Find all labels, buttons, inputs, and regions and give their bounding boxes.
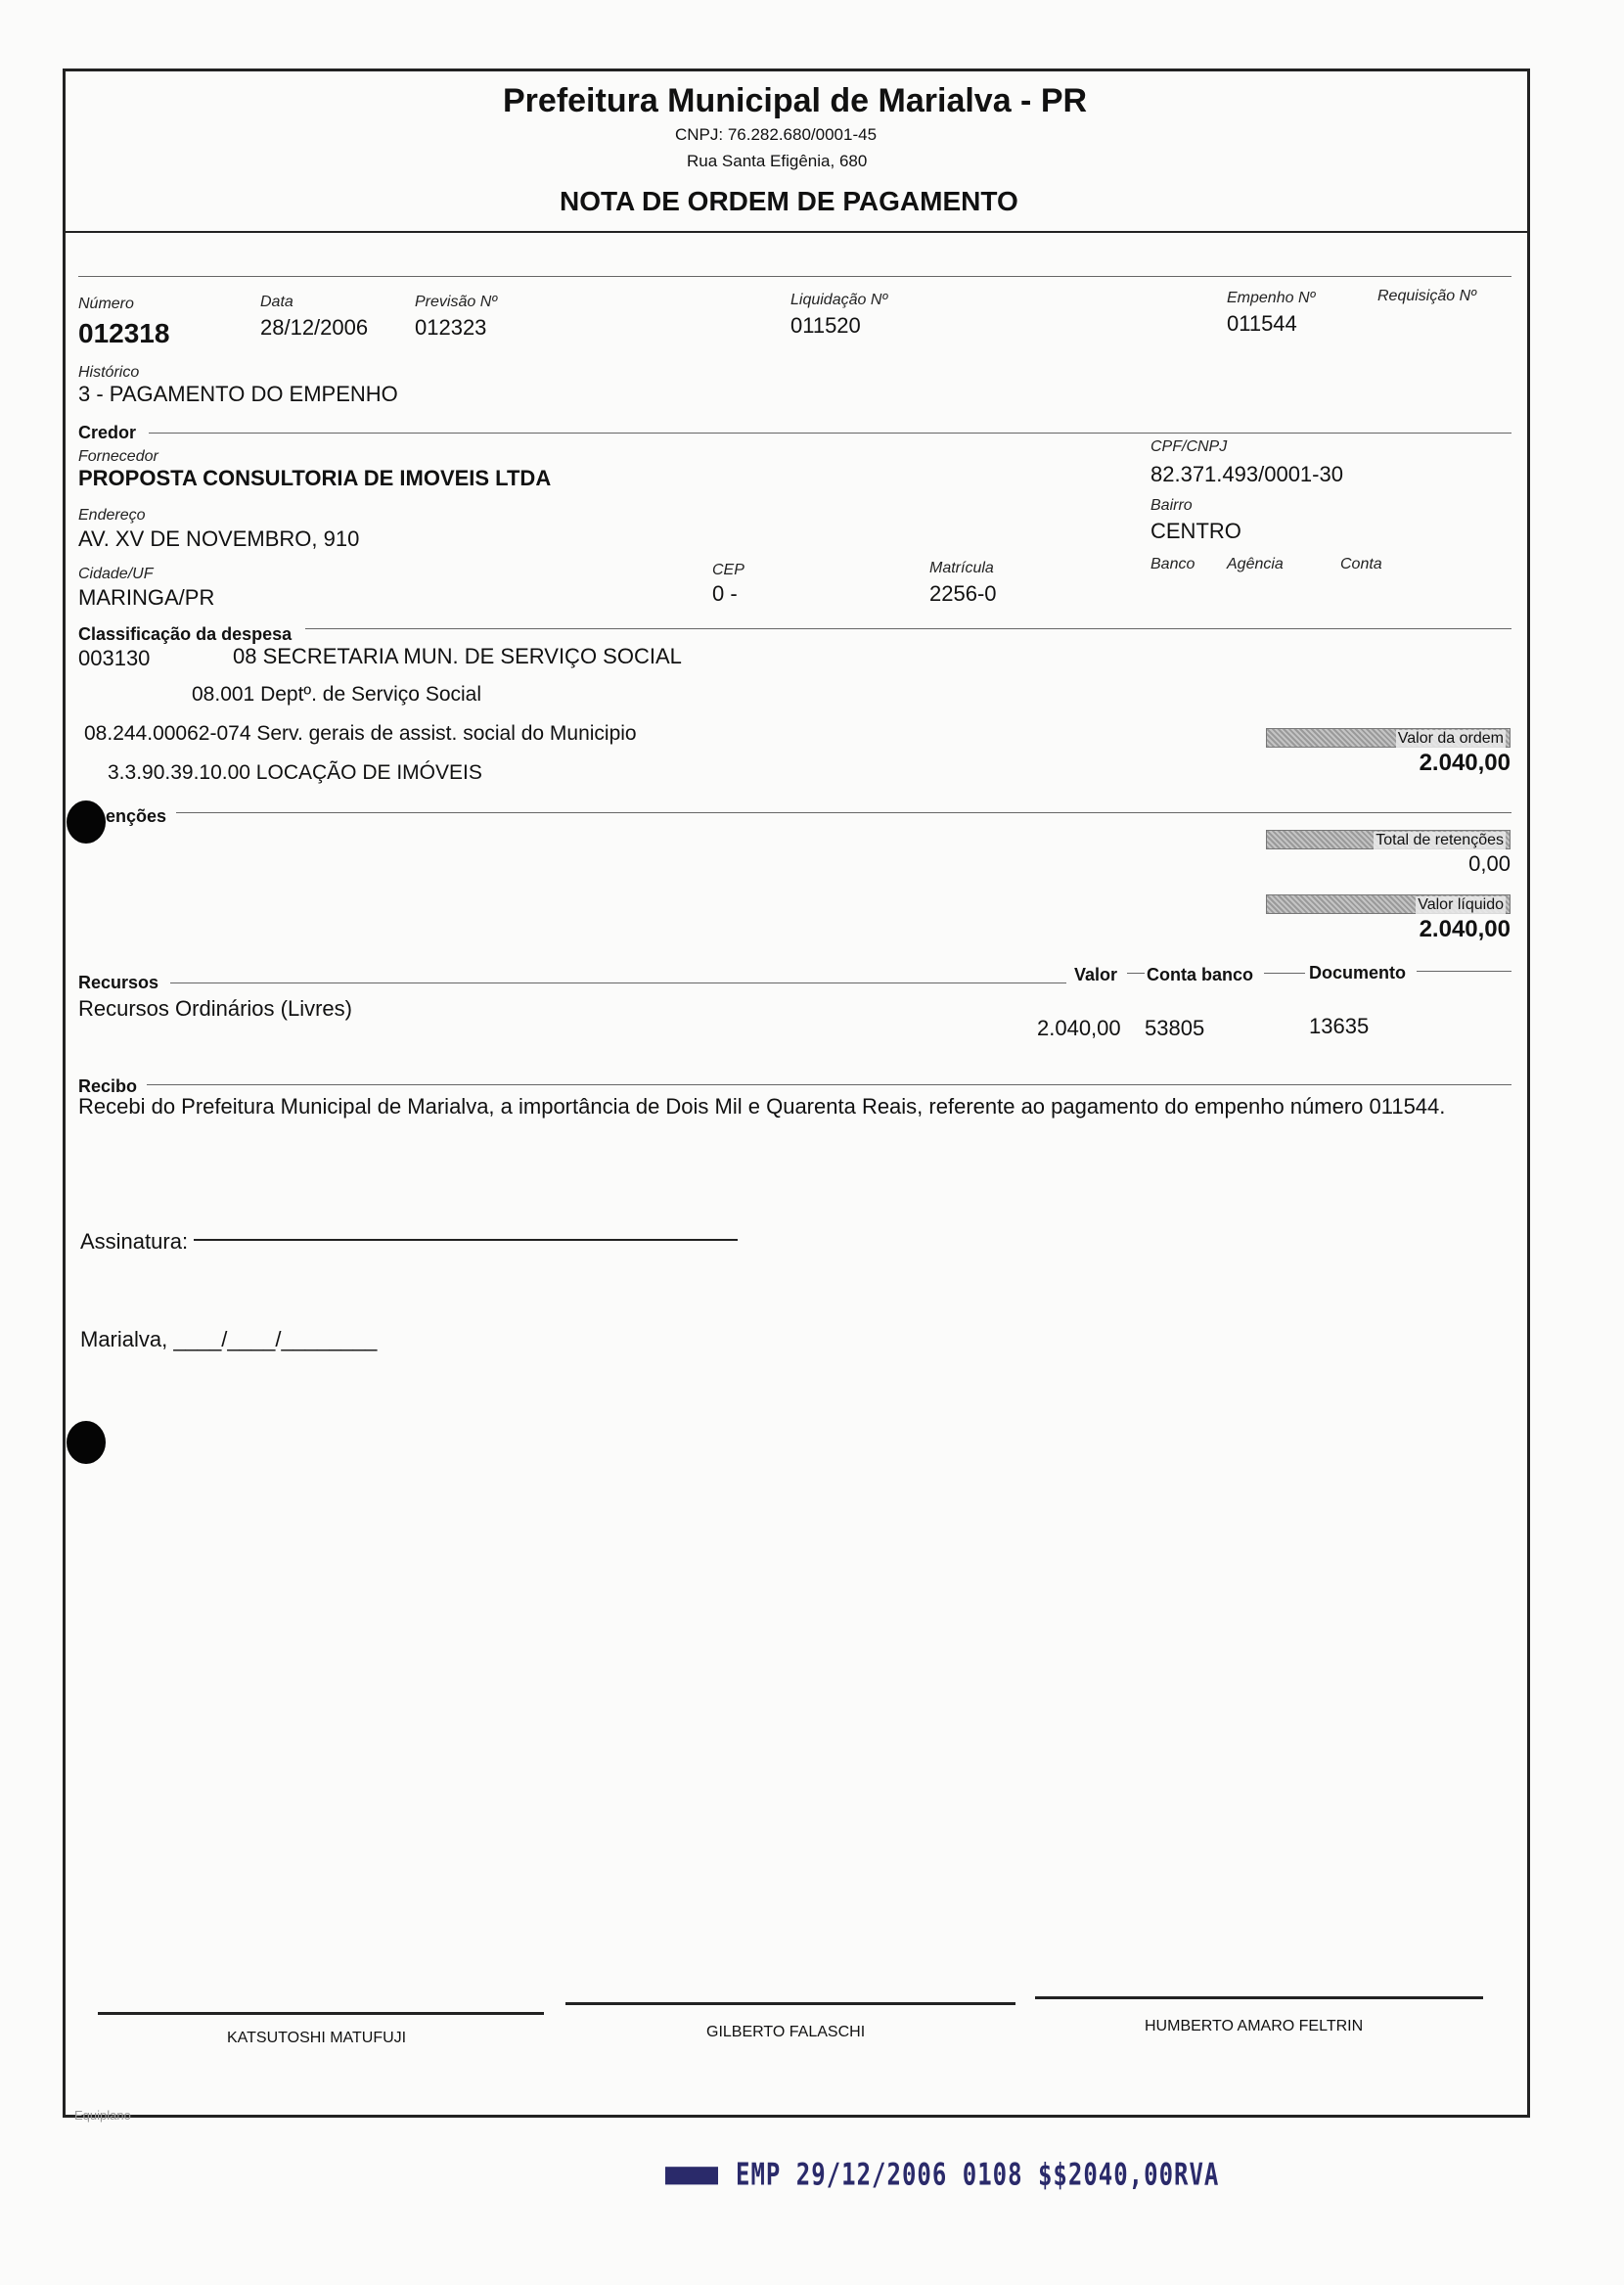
recibo-section: Recibo xyxy=(78,1076,138,1096)
data-label: Data xyxy=(260,294,293,310)
classificacao-unidade: 08.001 Deptº. de Serviço Social xyxy=(192,683,482,706)
signature-line-3 xyxy=(1035,1996,1483,1999)
recursos-documento: 13635 xyxy=(1309,1014,1370,1038)
endereco-value: AV. XV DE NOVEMBRO, 910 xyxy=(78,526,360,551)
requisicao-label: Requisição Nº xyxy=(1377,288,1476,304)
previsao-label: Previsão Nº xyxy=(415,294,498,310)
cpf-label: CPF/CNPJ xyxy=(1150,438,1228,455)
classificacao-funcional: 08.244.00062-074 Serv. gerais de assist. social do Municipio xyxy=(84,722,637,745)
fornecedor-value: PROPOSTA CONSULTORIA DE IMOVEIS LTDA xyxy=(78,466,552,490)
recursos-rule-2 xyxy=(1127,973,1145,974)
cidade-value: MARINGA/PR xyxy=(78,585,215,610)
classificacao-rule xyxy=(305,628,1511,629)
previsao-value: 012323 xyxy=(415,315,487,340)
total-retencoes-value: 0,00 xyxy=(1468,851,1511,876)
total-retencoes-label: Total de retenções xyxy=(1376,832,1504,848)
recursos-rule-3 xyxy=(1264,973,1305,974)
document-frame xyxy=(63,69,1530,2118)
credor-section: Credor xyxy=(78,423,137,442)
valor-liquido-value: 2.040,00 xyxy=(1419,916,1511,942)
retencoes-rule xyxy=(176,812,1511,813)
matricula-value: 2256-0 xyxy=(929,581,997,606)
valor-liquido-bar xyxy=(1266,894,1511,914)
local-data: Marialva, ____/____/________ xyxy=(80,1327,378,1351)
empenho-value: 011544 xyxy=(1227,311,1297,336)
ids-divider xyxy=(78,276,1511,277)
valor-ordem-label: Valor da ordem xyxy=(1397,730,1504,747)
classificacao-section: Classificação da despesa xyxy=(78,624,293,644)
classificacao-orgao: 08 SECRETARIA MUN. DE SERVIÇO SOCIAL xyxy=(233,644,682,668)
recursos-conta: 53805 xyxy=(1145,1016,1205,1040)
total-retencoes-bar xyxy=(1266,830,1511,849)
signature-line-1 xyxy=(98,2012,544,2015)
signature-name-2: GILBERTO FALASCHI xyxy=(706,2024,866,2040)
classificacao-elemento: 3.3.90.39.10.00 LOCAÇÃO DE IMÓVEIS xyxy=(108,761,482,784)
stamp-text: EMP 29/12/2006 0108 $$2040,00RVA xyxy=(736,2156,1220,2193)
endereco-label: Endereço xyxy=(78,507,146,524)
punch-hole-2 xyxy=(67,1421,106,1464)
cep-value: 0 - xyxy=(712,581,738,606)
classificacao-code: 003130 xyxy=(78,646,151,670)
bairro-value: CENTRO xyxy=(1150,519,1241,543)
signature-name-1: KATSUTOSHI MATUFUJI xyxy=(227,2030,407,2046)
header-divider xyxy=(63,231,1530,233)
recursos-section: Recursos xyxy=(78,973,159,992)
recursos-conta-label: Conta banco xyxy=(1147,965,1254,984)
matricula-label: Matrícula xyxy=(929,560,994,576)
empenho-label: Empenho Nº xyxy=(1227,290,1316,306)
numero-value: 012318 xyxy=(78,318,170,348)
signature-line-2 xyxy=(565,2002,1015,2005)
assinatura-label: Assinatura: xyxy=(80,1229,189,1254)
page-title: Prefeitura Municipal de Marialva - PR xyxy=(503,82,1088,119)
valor-ordem-value: 2.040,00 xyxy=(1419,750,1511,776)
recursos-rule-4 xyxy=(1417,971,1511,972)
retencoes-section: enções xyxy=(106,806,167,826)
liquidacao-value: 011520 xyxy=(790,313,861,338)
signature-name-3: HUMBERTO AMARO FELTRIN xyxy=(1145,2018,1364,2034)
header-address: Rua Santa Efigênia, 680 xyxy=(687,152,868,170)
recursos-descricao: Recursos Ordinários (Livres) xyxy=(78,996,352,1021)
footer-brand: Equiplano xyxy=(74,2108,131,2123)
recursos-valor-label: Valor xyxy=(1074,965,1118,984)
recursos-documento-label: Documento xyxy=(1309,963,1406,983)
bairro-label: Bairro xyxy=(1150,497,1193,514)
valor-ordem-bar xyxy=(1266,728,1511,748)
cpf-value: 82.371.493/0001-30 xyxy=(1150,462,1343,486)
cidade-label: Cidade/UF xyxy=(78,566,154,582)
numero-label: Número xyxy=(78,296,134,312)
valor-liquido-label: Valor líquido xyxy=(1418,896,1504,913)
historico-value: 3 - PAGAMENTO DO EMPENHO xyxy=(78,382,398,406)
recursos-valor: 2.040,00 xyxy=(1037,1016,1121,1040)
header-cnpj: CNPJ: 76.282.680/0001-45 xyxy=(675,125,878,144)
cep-label: CEP xyxy=(712,562,744,578)
recibo-text: Recebi do Prefeitura Municipal de Marialva, a importância de Dois Mil e Quarenta Reais, referente ao pagamento do empenho número 011544. xyxy=(78,1094,1446,1119)
data-value: 28/12/2006 xyxy=(260,315,369,340)
stamp-logo-icon xyxy=(665,2167,718,2184)
punch-hole xyxy=(67,800,106,844)
agencia-label: Agência xyxy=(1227,556,1284,572)
banco-label: Banco xyxy=(1150,556,1195,572)
conta-label: Conta xyxy=(1340,556,1382,572)
recibo-rule xyxy=(147,1084,1511,1085)
historico-label: Histórico xyxy=(78,364,140,381)
liquidacao-label: Liquidação Nº xyxy=(790,292,888,308)
credor-rule xyxy=(149,433,1511,434)
assinatura-line xyxy=(194,1239,738,1241)
fornecedor-label: Fornecedor xyxy=(78,448,158,465)
document-title: NOTA DE ORDEM DE PAGAMENTO xyxy=(560,186,1018,216)
protocol-stamp xyxy=(665,2157,1219,2192)
